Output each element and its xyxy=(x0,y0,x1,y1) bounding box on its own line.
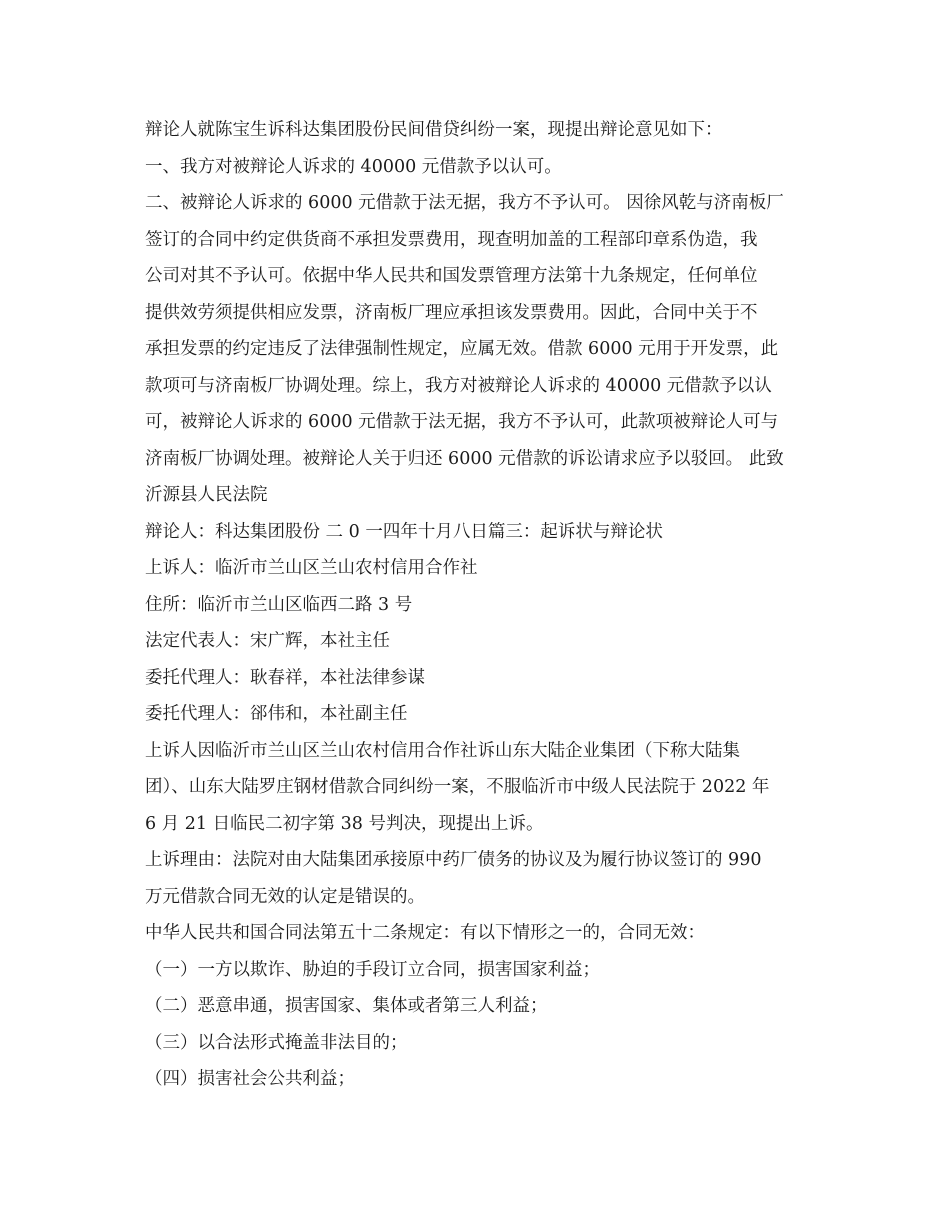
text-line: 法定代表人：宋广辉，本社主任 xyxy=(145,631,390,651)
text-line: 辩论人就陈宝生诉科达集团股份民间借贷纠纷一案，现提出辩论意见如下： xyxy=(145,120,723,140)
text-line: 济南板厂协调处理。被辩论人关于归还 6000 元借款的诉讼请求应予以驳回。 此致 xyxy=(145,448,784,469)
text-line: 中华人民共和国合同法第五十二条规定：有以下情形之一的，合同无效： xyxy=(145,923,705,943)
text-line: 委托代理人：耿春祥，本社法律参谋 xyxy=(145,667,425,688)
text-line: 公司对其不予认可。依据中华人民共和国发票管理方法第十九条规定，任何单位 xyxy=(145,266,758,286)
text-line: 辩论人：科达集团股份 二 0 一四年十月八日篇三：起诉状与辩论状 xyxy=(145,521,663,542)
text-line: 上诉人因临沂市兰山区兰山农村信用合作社诉山东大陆企业集团（下称大陆集 xyxy=(145,740,740,761)
text-line: 团）、山东大陆罗庄钢材借款合同纠纷一案，不服临沂市中级人民法院于 2022 年 xyxy=(145,777,770,797)
text-line: 万元借款合同无效的认定是错误的。 xyxy=(145,886,425,907)
text-line: 承担发票的约定违反了法律强制性规定，应属无效。借款 6000 元用于开发票，此 xyxy=(145,339,779,359)
text-line: 款项可与济南板厂协调处理。综上，我方对被辩论人诉求的 40000 元借款予以认 xyxy=(145,375,772,396)
text-line: 提供效劳须提供相应发票，济南板厂理应承担该发票费用。因此，合同中关于不 xyxy=(145,302,758,323)
text-line: 上诉人：临沂市兰山区兰山农村信用合作社 xyxy=(145,558,478,578)
text-line: 二、被辩论人诉求的 6000 元借款于法无据，我方不予认可。 因徐风乾与济南板厂 xyxy=(145,193,784,213)
text-line: （二）恶意串通，损害国家、集体或者第三人利益； xyxy=(145,996,548,1016)
text-line: 住所：临沂市兰山区临西二路 3 号 xyxy=(145,594,413,615)
text-line: 沂源县人民法院 xyxy=(145,485,268,505)
text-line: （三）以合法形式掩盖非法目的； xyxy=(145,1032,408,1053)
document-body xyxy=(145,112,825,1098)
text-line: 一、我方对被辩论人诉求的 40000 元借款予以认可。 xyxy=(145,156,562,177)
text-line: （一）一方以欺诈、胁迫的手段订立合同，损害国家利益； xyxy=(145,959,600,980)
text-line: （四）损害社会公共利益； xyxy=(145,1069,355,1089)
text-line: 6 月 21 日临民二初字第 38 号判决，现提出上诉。 xyxy=(145,813,544,834)
text-line: 签订的合同中约定供货商不承担发票费用，现查明加盖的工程部印章系伪造，我 xyxy=(145,229,758,250)
text-line: 委托代理人：郤伟和，本社副主任 xyxy=(145,704,408,724)
text-line: 上诉理由：法院对由大陆集团承接原中药厂债务的协议及为履行协议签订的 990 xyxy=(145,850,762,870)
text-line: 可，被辩论人诉求的 6000 元借款于法无据，我方不予认可，此款项被辩论人可与 xyxy=(145,412,779,432)
